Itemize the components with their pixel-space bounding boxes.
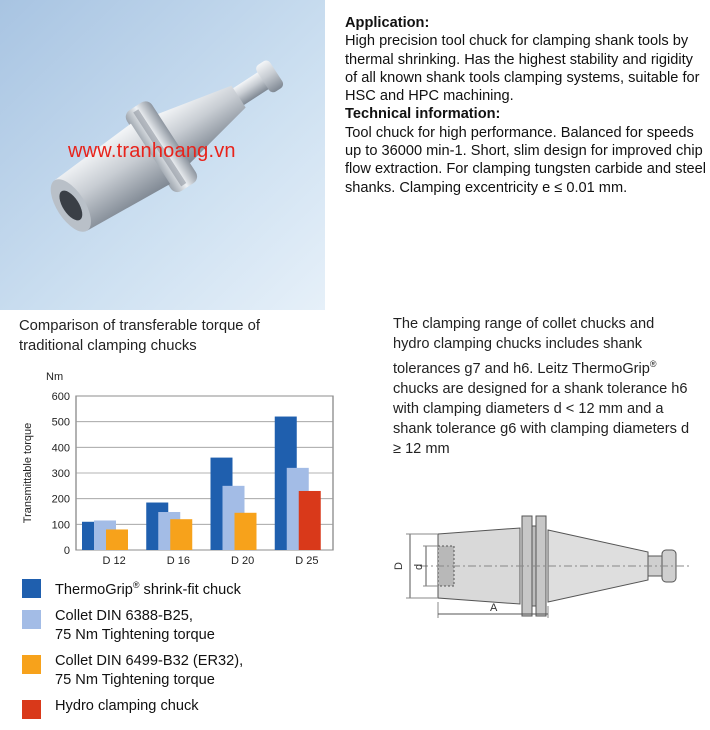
x-tick-label: D 16 [166,555,190,567]
y-axis-label: Transmittable torque [22,422,34,524]
x-tick-label: D 25 [295,555,319,567]
drawing-label-D: D [393,562,405,570]
product-info [345,14,707,197]
legend-swatch-collet-6388 [22,610,41,629]
comparison-title: Comparison of transferable torque of traditional clamping chucks [19,318,260,354]
x-tick-label: D 12 [102,555,126,567]
legend-label-collet-6499-line2: 75 Nm Tightening torque [55,671,215,688]
application-text: High precision tool chuck for clamping shank tools by thermal shrinking. Has the highest stability and rigidity of all known shank tools clamping systems, suitable for HSC and HPC machining. [345,33,700,105]
chart-legend [22,576,322,723]
legend-label-hydro: Hydro clamping chuck [55,697,199,714]
legend-label-collet-6388-line2: 75 Nm Tightening torque [55,626,215,643]
legend-swatch-collet-6499 [22,655,41,674]
legend-swatch-hydro [22,700,41,719]
bar-d20-series-2 [235,513,257,550]
y-tick-label: 0 [63,545,70,557]
legend-item-collet-6499 [22,652,322,690]
drawing-label-d: d [413,563,425,570]
legend-label-thermogrip-reg: ® [132,580,140,590]
technical-text: Tool chuck for high performance. Balanced for speeds up to 36000 min-1. Short, slim design for improved chip flow extraction. For clamping tungsten carbide and steel shanks. Clamping excentricity e ≤ 0.01 mm. [345,124,706,196]
technical-heading: Technical information: [345,106,501,123]
clamping-range-description [393,314,693,459]
description-reg-mark: ® [649,359,657,369]
y-tick-label: 400 [51,442,70,455]
y-unit-label: Nm [46,371,64,383]
application-heading: Application: [345,15,430,31]
legend-item-collet-6388 [22,607,322,645]
y-tick-label: 100 [51,519,70,532]
drawing-label-A: A [490,602,498,614]
chuck-technical-drawing [390,510,700,630]
description-part2: chucks are designed for a shank tolerance h6 with clamping diameters d < 12 mm and a shank tolerance g6 with clamping diameters d ≥ 12 mm [393,380,690,457]
y-tick-label: 600 [51,391,70,403]
y-tick-label: 300 [51,468,70,480]
bar-d16-series-2 [170,519,192,550]
y-tick-label: 200 [51,493,70,506]
legend-label-thermogrip-rest: shrink-fit chuck [139,581,241,598]
watermark-text: www.tranhoang.vn [68,140,236,162]
x-tick-label: D 20 [231,555,255,567]
description-part1: The clamping range of collet chucks and hydro clamping chucks includes shank tolerances g7 and h6. Leitz ThermoGrip [393,316,655,377]
legend-swatch-thermogrip [22,579,41,598]
legend-label-collet-6499-line1: Collet DIN 6499-B32 (ER32), [55,652,244,669]
legend-item-hydro [22,697,322,716]
legend-item-thermogrip [22,576,322,600]
legend-label-collet-6388-line1: Collet DIN 6388-B25, [55,607,193,624]
bar-d25-series-3 [299,491,321,550]
torque-bar-chart [0,360,345,572]
bar-d12-series-2 [106,529,128,550]
y-tick-label: 500 [51,416,70,429]
legend-label-thermogrip-main: ThermoGrip [55,581,133,598]
